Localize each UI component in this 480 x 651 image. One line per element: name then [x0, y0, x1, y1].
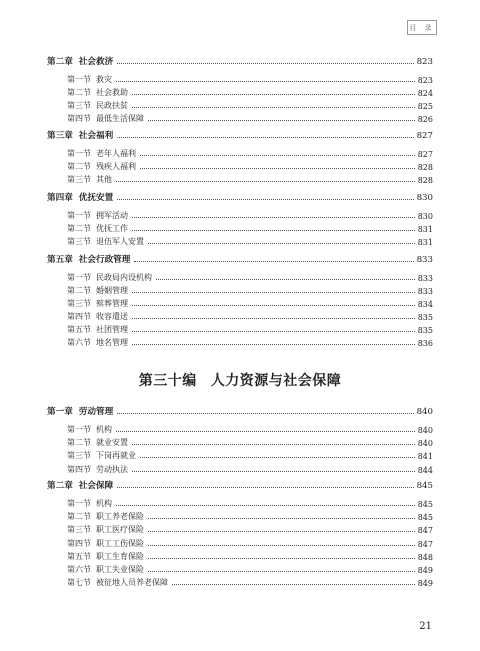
chapter-page-number: 827 [416, 131, 433, 141]
toc-section-entry[interactable] [47, 269, 433, 283]
section-title: 婚姻管理 [96, 286, 128, 295]
dot-leader [148, 557, 415, 559]
chapter-number: 第四章 [47, 193, 73, 203]
section-page-number: 831 [417, 225, 433, 234]
section-page-number: 847 [417, 539, 433, 549]
section-number: 第四节 [67, 538, 91, 548]
section-page-number: 825 [417, 102, 433, 111]
dot-leader [132, 330, 415, 332]
section-page-number: 845 [417, 513, 433, 523]
section-title: 劳动执法 [96, 464, 128, 474]
part-name: 人力资源与社会保障 [210, 373, 342, 389]
chapter-title: 社会救济 [78, 57, 114, 67]
section-title: 收容遣送 [96, 312, 128, 321]
dot-leader [132, 93, 415, 95]
dot-leader [116, 504, 415, 506]
section-page-number: 840 [417, 439, 433, 449]
toc-section-entry[interactable] [47, 97, 433, 111]
toc-chapter-entry[interactable] [47, 251, 433, 265]
section-number: 第六节 [67, 338, 91, 347]
section-title: 老年人福利 [96, 149, 136, 158]
toc-section-entry[interactable] [47, 171, 433, 185]
section-page-number: 834 [417, 300, 433, 309]
dot-leader [148, 530, 415, 532]
dot-leader [132, 106, 415, 108]
section-title: 机构 [96, 499, 112, 508]
dot-leader [132, 291, 415, 293]
toc-section-entry[interactable] [47, 71, 433, 85]
section-page-number: 844 [417, 465, 433, 475]
section-title: 退伍军人安置 [96, 237, 144, 246]
section-number: 第四节 [67, 114, 91, 123]
dot-leader [117, 198, 413, 200]
section-number: 第一节 [67, 499, 91, 508]
toc-section-entry[interactable] [47, 561, 433, 575]
dot-leader [172, 583, 415, 585]
section-number: 第六节 [67, 565, 91, 574]
chapter-page-number: 823 [416, 57, 433, 67]
toc-chapter-entry[interactable] [47, 477, 433, 491]
section-number: 第三节 [67, 525, 91, 535]
section-title: 社会救助 [96, 88, 128, 97]
toc-section-entry[interactable] [47, 110, 433, 124]
section-number: 第一节 [67, 149, 91, 158]
toc-section-entry[interactable] [47, 508, 433, 522]
toc-section-entry[interactable] [47, 233, 433, 247]
toc-section-entry[interactable] [47, 434, 433, 448]
dot-leader [117, 62, 413, 64]
dot-leader [116, 180, 415, 182]
section-page-number: 830 [417, 212, 433, 221]
toc-chapter-entry[interactable] [47, 403, 433, 417]
section-title: 职工医疗保险 [96, 525, 144, 535]
section-title: 职工养老保险 [96, 512, 144, 522]
part-title [0, 370, 480, 390]
section-number: 第五节 [67, 551, 91, 561]
section-page-number: 835 [417, 326, 433, 335]
chapter-number: 第二章 [47, 481, 73, 491]
section-number: 第二节 [67, 224, 91, 233]
dot-leader [132, 343, 415, 345]
section-title: 殡葬管理 [96, 299, 128, 308]
dot-leader [132, 317, 415, 319]
chapter-number: 第二章 [47, 57, 73, 67]
section-page-number: 847 [417, 526, 433, 536]
section-number: 第二节 [67, 88, 91, 97]
section-page-number: 827 [417, 150, 433, 159]
toc-section-entry[interactable] [47, 84, 433, 98]
toc-section-entry[interactable] [47, 308, 433, 322]
section-page-number: 845 [417, 500, 433, 509]
toc-section-entry[interactable] [47, 321, 433, 335]
chapter-page-number: 830 [416, 193, 433, 203]
dot-leader [116, 80, 415, 82]
dot-leader [132, 470, 415, 472]
section-number: 第一节 [67, 211, 91, 220]
dot-leader [134, 260, 413, 262]
toc-section-entry[interactable] [47, 334, 433, 348]
section-page-number: 833 [417, 287, 433, 296]
toc-section-entry[interactable] [47, 535, 433, 549]
section-page-number: 841 [417, 452, 433, 462]
toc-section-entry[interactable] [47, 295, 433, 309]
section-number: 第三节 [67, 451, 91, 461]
toc-section-entry[interactable] [47, 447, 433, 461]
dot-leader [148, 544, 415, 546]
section-page-number: 840 [417, 426, 433, 435]
section-number: 第三节 [67, 101, 91, 110]
section-title: 拥军活动 [96, 211, 128, 220]
section-number: 第四节 [67, 312, 91, 321]
section-title: 机构 [96, 425, 112, 434]
chapter-number: 第一章 [47, 407, 73, 417]
section-number: 第二节 [67, 162, 91, 171]
dot-leader [156, 278, 415, 280]
toc-section-entry[interactable] [47, 461, 433, 475]
toc-section-entry[interactable] [47, 548, 433, 562]
section-title: 职工失业保险 [96, 565, 144, 574]
section-number: 第三节 [67, 175, 91, 184]
dot-leader [148, 517, 415, 519]
dot-leader [140, 456, 415, 458]
section-title: 其他 [96, 175, 112, 184]
section-title: 地名管理 [96, 338, 128, 347]
chapter-title: 劳动管理 [78, 407, 114, 417]
section-page-number: 835 [417, 313, 433, 322]
dot-leader [132, 216, 415, 218]
toc-section-entry[interactable] [47, 207, 433, 221]
page-number: 21 [419, 621, 432, 632]
toc-section-entry[interactable] [47, 495, 433, 509]
section-title: 就业安置 [96, 438, 128, 448]
section-number: 第五节 [67, 325, 91, 334]
toc-section-entry[interactable] [47, 574, 433, 588]
toc-section-entry[interactable] [47, 521, 433, 535]
section-title: 最低生活保障 [96, 114, 144, 123]
section-title: 救灾 [96, 75, 112, 84]
chapter-page-number: 845 [416, 481, 433, 491]
section-title: 社团管理 [96, 325, 128, 334]
section-number: 第二节 [67, 438, 91, 448]
chapter-page-number: 840 [416, 407, 433, 417]
toc-section-entry[interactable] [47, 158, 433, 172]
chapter-number: 第五章 [47, 255, 73, 265]
header-section-tag: 目 录 [407, 20, 437, 35]
dot-leader [116, 430, 415, 432]
section-page-number: 831 [417, 238, 433, 247]
chapter-title: 优抚安置 [78, 193, 114, 203]
section-page-number: 826 [417, 115, 433, 124]
toc-chapter-entry[interactable] [47, 53, 433, 67]
section-number: 第二节 [67, 286, 91, 295]
section-page-number: 824 [417, 89, 433, 98]
section-number: 第一节 [67, 75, 91, 84]
chapter-title: 社会福利 [78, 131, 114, 141]
section-number: 第四节 [67, 464, 91, 474]
toc-section-entry[interactable] [47, 220, 433, 234]
dot-leader [140, 154, 415, 156]
section-title: 民政扶贫 [96, 101, 128, 110]
section-page-number: 828 [417, 163, 433, 172]
section-title: 残疾人福利 [96, 162, 136, 171]
section-title: 被征地人员养老保障 [96, 578, 168, 588]
dot-leader [132, 229, 415, 231]
chapter-page-number: 833 [416, 255, 433, 265]
section-number: 第三节 [67, 299, 91, 308]
dot-leader [140, 167, 415, 169]
dot-leader [117, 136, 413, 138]
section-page-number: 833 [417, 274, 433, 283]
section-title: 下岗再就业 [96, 451, 136, 461]
section-number: 第七节 [67, 578, 91, 588]
section-page-number: 828 [417, 176, 433, 185]
section-title: 职工生育保险 [96, 551, 144, 561]
section-page-number: 848 [417, 552, 433, 562]
toc-section-entry[interactable] [47, 421, 433, 435]
toc-chapter-entry[interactable] [47, 127, 433, 141]
chapter-number: 第三章 [47, 131, 73, 141]
toc-section-entry[interactable] [47, 145, 433, 159]
section-page-number: 823 [417, 76, 433, 85]
dot-leader [148, 570, 415, 572]
dot-leader [148, 119, 415, 121]
dot-leader [132, 304, 415, 306]
section-number: 第二节 [67, 512, 91, 522]
section-page-number: 836 [417, 339, 433, 348]
chapter-title: 社会行政管理 [78, 255, 131, 265]
section-number: 第一节 [67, 425, 91, 434]
part-number: 第三十编 [138, 373, 197, 389]
section-title: 职工工伤保险 [96, 538, 144, 548]
chapter-title: 社会保障 [78, 481, 114, 491]
dot-leader [117, 412, 413, 414]
section-title: 民政局内设机构 [96, 273, 152, 282]
dot-leader [132, 443, 415, 445]
toc-section-entry[interactable] [47, 282, 433, 296]
section-number: 第一节 [67, 273, 91, 282]
dot-leader [148, 242, 415, 244]
dot-leader [117, 486, 413, 488]
toc-chapter-entry[interactable] [47, 189, 433, 203]
section-page-number: 849 [417, 579, 433, 589]
section-number: 第三节 [67, 237, 91, 246]
section-title: 优抚工作 [96, 224, 128, 233]
section-page-number: 849 [417, 566, 433, 575]
